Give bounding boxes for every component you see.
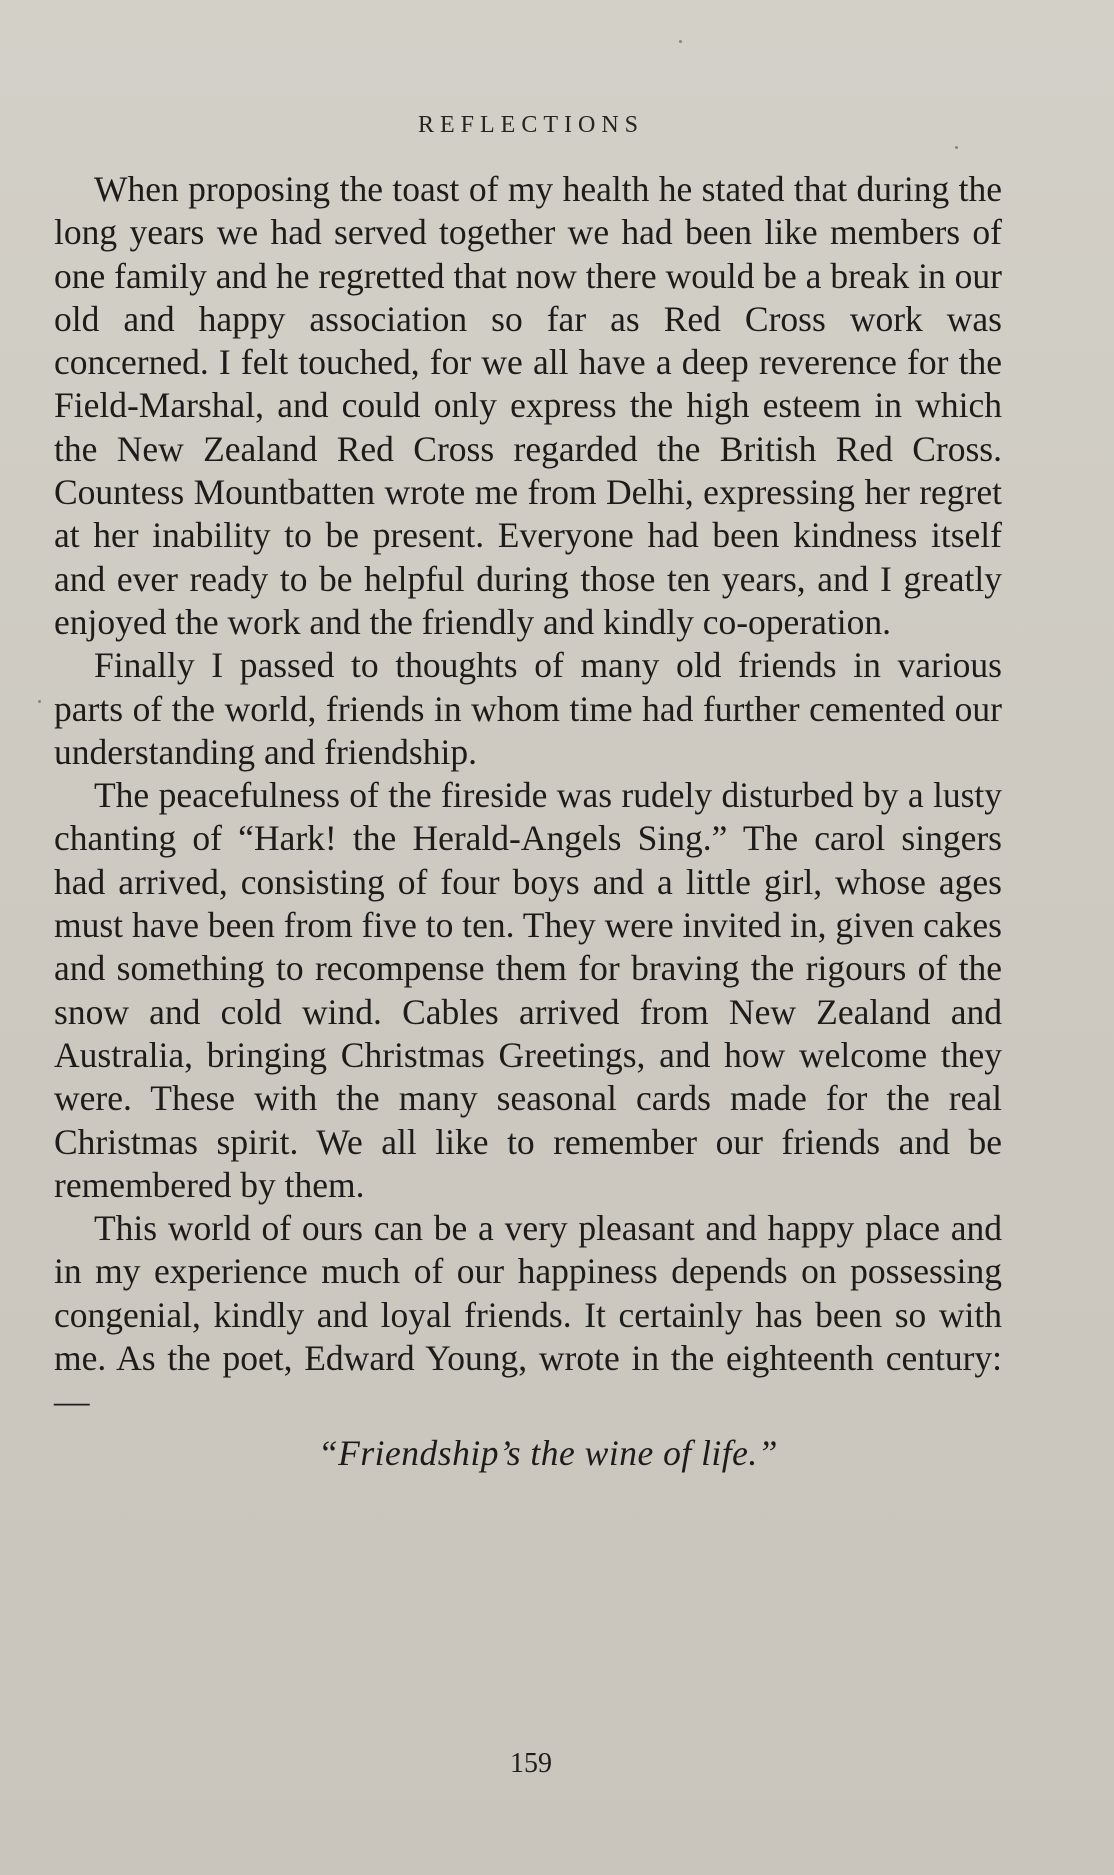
page-number: 159 [510, 1748, 552, 1779]
body-text [54, 168, 1002, 1475]
paragraph-old-friends: Finally I passed to thoughts of many old friends in various parts of the world, friends in whom time had further cemented our understanding and friendship. [54, 645, 1002, 772]
paper-speck [955, 146, 958, 149]
paper-speck [38, 700, 41, 703]
running-head-title: REFLECTIONS [417, 112, 644, 138]
epigraph-quote: “Friendship’s the wine of life.” [317, 1432, 779, 1473]
paragraph-friendship: This world of ours can be a very pleasant and happy place and in my experience much of our happiness depends on possessing congenial, kindly and loyal friends. It certainly has been so with me. As the poet, Edward Young, wrote in the eighteenth century:— [54, 1208, 1002, 1422]
paragraph-toast: When proposing the toast of my health he stated that during the long years we had served together we had been like members of one family and he regretted that now there would be a break in our old and happy association so far as Red Cross work was concerned. I felt touched, for we all have a deep reverence for the Field-Marshal, and could only express the high esteem in which the New Zealand Red Cross regarded the British Red Cross. Countess Mountbatten wrote me from Delhi, expressing her regret at her inability to be present. Everyone had been kindness itself and ever ready to be helpful during those ten years, and I greatly enjoyed the work and the friendly and kindly co-operation. [54, 169, 1002, 642]
paper-speck [679, 40, 682, 43]
paragraph-carol-singers: The peacefulness of the fireside was rudely disturbed by a lusty chanting of “Hark! the Herald-Angels Sing.” The carol singers had arrived, consisting of four boys and a little girl, whose ages must have been from five to ten. They were invited in, given cakes and something to recompense them for braving the rigours of the snow and cold wind. Cables arrived from New Zealand and Australia, bringing Christmas Greetings, and how welcome they were. These with the many seasonal cards made for the real Christmas spirit. We all like to remember our friends and be remembered by them. [54, 775, 1002, 1205]
